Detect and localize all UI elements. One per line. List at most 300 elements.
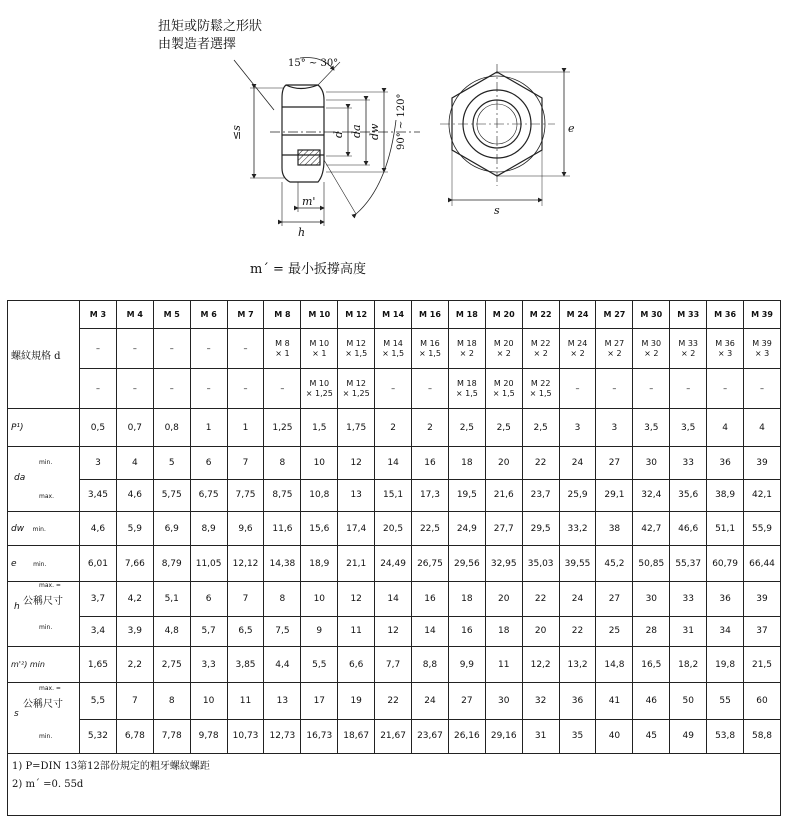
e-cell: 60,79 [707, 546, 744, 582]
h-max-cell: 33 [670, 582, 707, 617]
nut-drawing-svg [0, 0, 790, 300]
fine-thread-1-cell: M 24 × 2 [559, 329, 596, 369]
da-min-cell: 33 [670, 447, 707, 480]
pitch-cell: 1 [190, 409, 227, 447]
s-min-cell: 58,8 [744, 719, 781, 754]
footnote-2: 2) m´ =0. 55d [12, 779, 84, 790]
thread-label: 螺紋規格 d [11, 351, 61, 362]
h-max-cell: 8 [264, 582, 301, 617]
pitch-label-cell [8, 409, 80, 447]
pitch-cell: 4 [707, 409, 744, 447]
s-min-label: min. [39, 733, 53, 740]
da-min-cell: 30 [633, 447, 670, 480]
s-label-cell [8, 683, 80, 754]
fine-thread-2-cell: – [670, 369, 707, 409]
e-cell: 26,75 [412, 546, 449, 582]
dw-cell: 51,1 [707, 512, 744, 546]
size-header-cell: M 30 [633, 301, 670, 329]
dw-cell: 42,7 [633, 512, 670, 546]
fine-thread-2-cell: – [744, 369, 781, 409]
nut-dimension-table [7, 300, 781, 816]
size-header-cell: M 3 [80, 301, 117, 329]
da-max-cell: 21,6 [485, 479, 522, 512]
e-cell: 12,12 [227, 546, 264, 582]
da-min-cell: 14 [375, 447, 412, 480]
h-min-cell: 5,7 [190, 616, 227, 646]
h-max-cell: 4,2 [116, 582, 153, 617]
da-min-cell: 16 [412, 447, 449, 480]
pitch-cell: 2 [375, 409, 412, 447]
m-label-cell [8, 647, 80, 683]
size-header-cell: M 14 [375, 301, 412, 329]
m-cell: 1,65 [80, 647, 117, 683]
s-max-cell: 10 [190, 683, 227, 720]
pitch-cell: 2,5 [448, 409, 485, 447]
s-label: s [14, 709, 19, 719]
h-min-cell: 3,4 [80, 616, 117, 646]
fine-thread-2-cell: – [633, 369, 670, 409]
pitch-cell: 0,5 [80, 409, 117, 447]
e-cell: 11,05 [190, 546, 227, 582]
fine-thread-2-cell: – [596, 369, 633, 409]
da-min-label: min. [39, 459, 53, 466]
h-max-cell: 16 [412, 582, 449, 617]
size-header-cell: M 20 [485, 301, 522, 329]
pitch-cell: 1 [227, 409, 264, 447]
s-max-row [8, 683, 781, 720]
fine-thread-1-cell: – [153, 329, 190, 369]
e-cell: 55,37 [670, 546, 707, 582]
top-view [440, 64, 570, 206]
da-max-cell: 23,7 [522, 479, 559, 512]
m-cell: 9,9 [448, 647, 485, 683]
m-cell: 8,8 [412, 647, 449, 683]
e-row [8, 546, 781, 582]
size-header-cell: M 36 [707, 301, 744, 329]
h-min-cell: 18 [485, 616, 522, 646]
fine-thread-1-cell: – [116, 329, 153, 369]
fine-thread-2-cell: – [190, 369, 227, 409]
h-min-row [8, 616, 781, 646]
pitch-cell: 1,5 [301, 409, 338, 447]
s-min-cell: 29,16 [485, 719, 522, 754]
pitch-cell: 1,75 [338, 409, 375, 447]
e-cell: 18,9 [301, 546, 338, 582]
size-header-cell: M 5 [153, 301, 190, 329]
pitch-cell: 3,5 [670, 409, 707, 447]
fine-thread-1-cell: – [80, 329, 117, 369]
pitch-label: P¹) [11, 422, 24, 433]
s-min-cell: 40 [596, 719, 633, 754]
e-cell: 14,38 [264, 546, 301, 582]
s-min-cell: 12,73 [264, 719, 301, 754]
h-max-cell: 20 [485, 582, 522, 617]
fine-thread-1-cell: M 10 × 1 [301, 329, 338, 369]
s-max-cell: 60 [744, 683, 781, 720]
s-max-cell: 46 [633, 683, 670, 720]
dw-cell: 4,6 [80, 512, 117, 546]
s-max-cell: 22 [375, 683, 412, 720]
h-min-cell: 14 [412, 616, 449, 646]
fine-thread-2-cell: – [264, 369, 301, 409]
dw-label-cell [8, 512, 80, 546]
dw-min-label: min. [32, 525, 46, 533]
da-max-cell: 8,75 [264, 479, 301, 512]
h-max-cell: 12 [338, 582, 375, 617]
note-line-2: 由製造者選擇 [158, 37, 237, 52]
fine-thread-1-cell: M 33 × 2 [670, 329, 707, 369]
s-min-cell: 31 [522, 719, 559, 754]
fine-thread-2-cell: – [116, 369, 153, 409]
e-cell: 66,44 [744, 546, 781, 582]
size-header-cell: M 33 [670, 301, 707, 329]
m-cell: 7,7 [375, 647, 412, 683]
m-cell: 6,6 [338, 647, 375, 683]
angle-side-label: 90° ~ 120° [396, 93, 407, 150]
pitch-cell: 4 [744, 409, 781, 447]
s-min-cell: 7,78 [153, 719, 190, 754]
s-max-cell: 7 [116, 683, 153, 720]
m-cell: 3,85 [227, 647, 264, 683]
dw-cell: 27,7 [485, 512, 522, 546]
m-label: m' [302, 195, 316, 208]
dw-cell: 29,5 [522, 512, 559, 546]
e-cell: 24,49 [375, 546, 412, 582]
da-max-label: max. [39, 493, 54, 500]
fine-thread-1-cell: M 12 × 1,5 [338, 329, 375, 369]
dw-cell: 11,6 [264, 512, 301, 546]
e-cell: 8,79 [153, 546, 190, 582]
h-max-cell: 14 [375, 582, 412, 617]
da-min-cell: 5 [153, 447, 190, 480]
m-cell: 5,5 [301, 647, 338, 683]
dw-cell: 15,6 [301, 512, 338, 546]
dw-cell: 22,5 [412, 512, 449, 546]
dw-cell: 6,9 [153, 512, 190, 546]
h-min-cell: 7,5 [264, 616, 301, 646]
h-min-cell: 9 [301, 616, 338, 646]
fine-thread-row-1 [8, 329, 781, 369]
da-min-cell: 6 [190, 447, 227, 480]
fine-thread-1-cell: M 16 × 1,5 [412, 329, 449, 369]
m-cell: 19,8 [707, 647, 744, 683]
footnote-cell [8, 754, 781, 816]
h-min-cell: 25 [596, 616, 633, 646]
size-header-cell: M 22 [522, 301, 559, 329]
s-min-cell: 18,67 [338, 719, 375, 754]
h-min-cell: 12 [375, 616, 412, 646]
h-min-label: min. [39, 624, 53, 631]
da-min-cell: 8 [264, 447, 301, 480]
s-max-cell: 36 [559, 683, 596, 720]
e-label: e [568, 122, 575, 135]
size-header-cell: M 39 [744, 301, 781, 329]
dw-cell: 46,6 [670, 512, 707, 546]
h-min-cell: 37 [744, 616, 781, 646]
fine-thread-1-cell: M 18 × 2 [448, 329, 485, 369]
da-min-cell: 20 [485, 447, 522, 480]
m-cell: 11 [485, 647, 522, 683]
m-row [8, 647, 781, 683]
h-max-cell: 6 [190, 582, 227, 617]
s-max-cell: 11 [227, 683, 264, 720]
da-min-cell: 27 [596, 447, 633, 480]
h-min-cell: 3,9 [116, 616, 153, 646]
da-max-cell: 17,3 [412, 479, 449, 512]
da-min-cell: 18 [448, 447, 485, 480]
pitch-cell: 0,8 [153, 409, 190, 447]
da-max-cell: 42,1 [744, 479, 781, 512]
h-max-cell: 30 [633, 582, 670, 617]
size-header-row [8, 301, 781, 329]
h-min-cell: 20 [522, 616, 559, 646]
da-min-cell: 7 [227, 447, 264, 480]
e-label: e [11, 558, 17, 569]
fine-thread-row-2 [8, 369, 781, 409]
e-cell: 35,03 [522, 546, 559, 582]
h-max-cell: 3,7 [80, 582, 117, 617]
h-min-cell: 34 [707, 616, 744, 646]
s-min-cell: 5,32 [80, 719, 117, 754]
s-max-label: max. = [39, 685, 61, 692]
s-max-cell: 19 [338, 683, 375, 720]
m-cell: 4,4 [264, 647, 301, 683]
s-max-cell: 32 [522, 683, 559, 720]
s-min-cell: 49 [670, 719, 707, 754]
size-header-cell: M 6 [190, 301, 227, 329]
da-max-cell: 4,6 [116, 479, 153, 512]
da-label: da [14, 473, 26, 483]
dw-cell: 20,5 [375, 512, 412, 546]
pitch-row [8, 409, 781, 447]
fine-thread-2-cell: – [227, 369, 264, 409]
s-min-cell: 35 [559, 719, 596, 754]
h-min-cell: 11 [338, 616, 375, 646]
da-min-cell: 22 [522, 447, 559, 480]
fine-thread-1-cell: – [227, 329, 264, 369]
pitch-cell: 0,7 [116, 409, 153, 447]
s-max-cell: 41 [596, 683, 633, 720]
nut-technical-drawing [0, 0, 790, 300]
s-min-cell: 26,16 [448, 719, 485, 754]
dw-row [8, 512, 781, 546]
e-cell: 7,66 [116, 546, 153, 582]
e-cell: 50,85 [633, 546, 670, 582]
h-min-cell: 16 [448, 616, 485, 646]
s-max-cell: 55 [707, 683, 744, 720]
m-cell: 16,5 [633, 647, 670, 683]
h-max-cell: 36 [707, 582, 744, 617]
dw-label: dw [368, 123, 381, 140]
s-min-row [8, 719, 781, 754]
da-max-cell: 29,1 [596, 479, 633, 512]
da-max-cell: 7,75 [227, 479, 264, 512]
footnote-row [8, 754, 781, 816]
pitch-cell: 3 [559, 409, 596, 447]
h-max-cell: 18 [448, 582, 485, 617]
fine-thread-2-cell: – [707, 369, 744, 409]
size-header-cell: M 24 [559, 301, 596, 329]
e-cell: 21,1 [338, 546, 375, 582]
s-max-cell: 27 [448, 683, 485, 720]
e-cell: 29,56 [448, 546, 485, 582]
dw-cell: 5,9 [116, 512, 153, 546]
h-max-row [8, 582, 781, 617]
h-min-cell: 31 [670, 616, 707, 646]
fine-thread-2-cell: M 20 × 1,5 [485, 369, 522, 409]
size-header-cell: M 27 [596, 301, 633, 329]
da-max-cell: 25,9 [559, 479, 596, 512]
h-label: h [298, 226, 306, 239]
pitch-cell: 1,25 [264, 409, 301, 447]
fine-thread-1-cell: M 27 × 2 [596, 329, 633, 369]
s-min-cell: 45 [633, 719, 670, 754]
size-header-cell: M 7 [227, 301, 264, 329]
h-nominal-label: 公稱尺寸 [23, 596, 63, 607]
h-min-cell: 22 [559, 616, 596, 646]
s-min-cell: 16,73 [301, 719, 338, 754]
size-header-cell: M 12 [338, 301, 375, 329]
e-cell: 32,95 [485, 546, 522, 582]
pitch-cell: 2 [412, 409, 449, 447]
dw-label: dw [11, 523, 25, 534]
s-min-cell: 23,67 [412, 719, 449, 754]
fine-thread-1-cell: M 8 × 1 [264, 329, 301, 369]
h-max-cell: 39 [744, 582, 781, 617]
da-max-cell: 13 [338, 479, 375, 512]
h-max-cell: 7 [227, 582, 264, 617]
da-max-cell: 38,9 [707, 479, 744, 512]
dw-cell: 33,2 [559, 512, 596, 546]
dw-cell: 38 [596, 512, 633, 546]
s-max-cell: 50 [670, 683, 707, 720]
s-max-cell: 24 [412, 683, 449, 720]
s-nominal-label: 公稱尺寸 [23, 699, 63, 710]
da-min-cell: 39 [744, 447, 781, 480]
pitch-cell: 3 [596, 409, 633, 447]
size-header-cell: M 4 [116, 301, 153, 329]
dw-cell: 55,9 [744, 512, 781, 546]
fine-thread-2-cell: M 12 × 1,25 [338, 369, 375, 409]
fine-thread-1-cell: M 39 × 3 [744, 329, 781, 369]
fine-thread-1-cell: M 20 × 2 [485, 329, 522, 369]
m-cell: 12,2 [522, 647, 559, 683]
fine-thread-2-cell: M 10 × 1,25 [301, 369, 338, 409]
e-label-cell [8, 546, 80, 582]
s-max-cell: 5,5 [80, 683, 117, 720]
s-max-cell: 13 [264, 683, 301, 720]
m-label: m'²) min [11, 660, 45, 669]
m-cell: 18,2 [670, 647, 707, 683]
h-label: h [14, 602, 20, 612]
h-min-cell: 6,5 [227, 616, 264, 646]
da-label: da [350, 124, 363, 138]
s-min-cell: 53,8 [707, 719, 744, 754]
m-cell: 2,2 [116, 647, 153, 683]
d-label: d [332, 130, 345, 138]
fine-thread-1-cell: M 22 × 2 [522, 329, 559, 369]
s-max-cell: 17 [301, 683, 338, 720]
fine-thread-2-cell: – [412, 369, 449, 409]
s-min-cell: 10,73 [227, 719, 264, 754]
fine-thread-2-cell: M 22 × 1,5 [522, 369, 559, 409]
s-min-cell: 21,67 [375, 719, 412, 754]
da-min-cell: 12 [338, 447, 375, 480]
fine-thread-1-cell: M 14 × 1,5 [375, 329, 412, 369]
s-max-cell: 30 [485, 683, 522, 720]
dw-cell: 9,6 [227, 512, 264, 546]
h-max-cell: 27 [596, 582, 633, 617]
da-min-row [8, 447, 781, 480]
fine-thread-2-cell: – [80, 369, 117, 409]
da-min-cell: 10 [301, 447, 338, 480]
m-cell: 14,8 [596, 647, 633, 683]
h-max-cell: 22 [522, 582, 559, 617]
pitch-cell: 2,5 [522, 409, 559, 447]
da-min-cell: 36 [707, 447, 744, 480]
m-cell: 2,75 [153, 647, 190, 683]
e-cell: 6,01 [80, 546, 117, 582]
pitch-cell: 2,5 [485, 409, 522, 447]
dw-cell: 17,4 [338, 512, 375, 546]
da-min-cell: 4 [116, 447, 153, 480]
s-label: s [494, 204, 500, 217]
s-side-label: ≤s [230, 125, 243, 140]
size-header-cell: M 18 [448, 301, 485, 329]
fine-thread-2-cell: – [559, 369, 596, 409]
fine-thread-1-cell: M 36 × 3 [707, 329, 744, 369]
h-max-cell: 24 [559, 582, 596, 617]
h-max-label: max. = [39, 582, 61, 589]
pitch-cell: 3,5 [633, 409, 670, 447]
side-view [234, 58, 420, 227]
fine-thread-2-cell: – [153, 369, 190, 409]
m-cell: 13,2 [559, 647, 596, 683]
e-min-label: min. [33, 560, 47, 568]
thread-label-cell [8, 301, 80, 409]
size-header-cell: M 10 [301, 301, 338, 329]
h-min-cell: 28 [633, 616, 670, 646]
da-max-cell: 19,5 [448, 479, 485, 512]
m-cell: 21,5 [744, 647, 781, 683]
s-min-cell: 9,78 [190, 719, 227, 754]
s-max-cell: 8 [153, 683, 190, 720]
fine-thread-1-cell: M 30 × 2 [633, 329, 670, 369]
fine-thread-2-cell: M 18 × 1,5 [448, 369, 485, 409]
m-cell: 3,3 [190, 647, 227, 683]
da-max-cell: 3,45 [80, 479, 117, 512]
da-max-cell: 6,75 [190, 479, 227, 512]
da-max-cell: 32,4 [633, 479, 670, 512]
size-header-cell: M 8 [264, 301, 301, 329]
e-cell: 45,2 [596, 546, 633, 582]
da-max-cell: 35,6 [670, 479, 707, 512]
fine-thread-2-cell: – [375, 369, 412, 409]
drawing-caption: m´ = 最小扳撐高度 [250, 262, 366, 277]
h-max-cell: 5,1 [153, 582, 190, 617]
e-cell: 39,55 [559, 546, 596, 582]
footnote-1: 1) P=DIN 13第12部份規定的粗牙螺紋螺距 [12, 761, 210, 772]
angle-top-label: 15° ~ 30° [288, 58, 339, 69]
fine-thread-1-cell: – [190, 329, 227, 369]
da-max-cell: 5,75 [153, 479, 190, 512]
da-label-cell [8, 447, 80, 512]
h-min-cell: 4,8 [153, 616, 190, 646]
h-label-cell [8, 582, 80, 647]
note-line-1: 扭矩或防鬆之形狀 [158, 19, 263, 34]
da-min-cell: 3 [80, 447, 117, 480]
s-min-cell: 6,78 [116, 719, 153, 754]
